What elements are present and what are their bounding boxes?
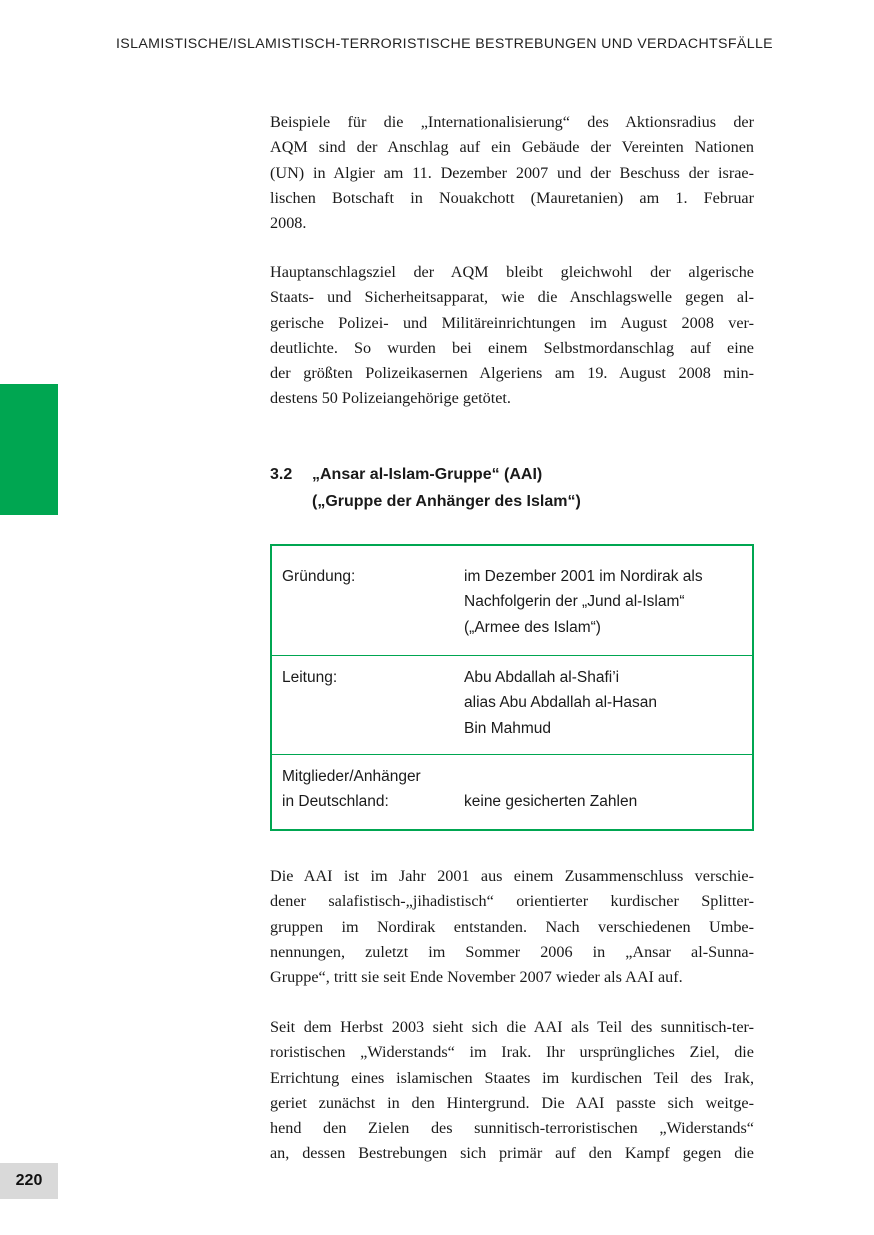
text-line: Gruppe“, tritt sie seit Ende November 2007 wieder als AAI auf.: [270, 968, 683, 987]
text-line: Errichtung eines islamischen Staates im kurdischen Teil des Irak,: [270, 1068, 754, 1087]
text-line: destens 50 Polizeiangehörige getötet.: [270, 389, 511, 408]
fact-value-members: keine gesicherten Zahlen: [464, 793, 638, 810]
fact-box: [270, 544, 754, 831]
text-line: Seit dem Herbst 2003 sieht sich die AAI als Teil des sunnitisch-ter-: [270, 1018, 754, 1036]
text-line: gruppen im Nordirak entstanden. Nach verschiedenen Umbe-: [270, 917, 754, 936]
text-line: roristischen „Widerstands“ im Irak. Ihr ursprüngliches Ziel, die: [270, 1043, 754, 1062]
page-number: 220: [15, 1172, 43, 1189]
fact-value-founding: [464, 564, 703, 640]
text-line: Staats- und Sicherheitsapparat, wie die Anschlagswelle gegen al-: [270, 288, 754, 307]
section-title: „Ansar al-Islam-Gruppe“ (AAI): [312, 466, 543, 483]
text-line: Die AAI ist im Jahr 2001 aus einem Zusammenschluss verschie-: [270, 867, 754, 885]
paragraph-3: [270, 864, 754, 990]
text-line: dener salafistisch-„jihadistisch“ orientierter kurdischer Splitter-: [270, 892, 754, 911]
paragraph-1: [270, 110, 754, 236]
fact-value-line: im Dezember 2001 im Nordirak als: [464, 568, 703, 585]
fact-label-founding: Gründung:: [282, 568, 356, 585]
fact-label-leadership: Leitung:: [282, 669, 338, 686]
fact-value-line: Bin Mahmud: [464, 719, 552, 737]
fact-value-line: Abu Abdallah al-Shafi’i: [464, 669, 620, 686]
text-line: geriet zunächst in den Hintergrund. Die AAI passte sich weitge-: [270, 1093, 754, 1112]
fact-value-leadership: [464, 665, 657, 741]
section-subtitle: („Gruppe der Anhänger des Islam“): [312, 493, 581, 510]
text-line: Hauptanschlagsziel der AQM bleibt gleichwohl der algerische: [270, 263, 754, 281]
text-line: Beispiele für die „Internationalisierung“ des Aktionsradius der: [270, 113, 754, 131]
text-line: (UN) in Algier am 11. Dezember 2007 und der Beschuss der israe-: [270, 163, 754, 182]
text-line: an, dessen Bestrebungen sich primär auf den Kampf gegen die: [270, 1144, 754, 1163]
fact-label-line: Mitglieder/Anhänger: [282, 768, 421, 785]
text-line: deutlichte. So wurden bei einem Selbstmordanschlag auf eine: [270, 338, 754, 357]
fact-label-members: [282, 764, 421, 815]
paragraph-2: [270, 260, 754, 412]
text-line: hend den Zielen des sunnitisch-terroristischen „Widerstands“: [270, 1119, 754, 1138]
text-line: lischen Botschaft in Nouakchott (Mauretanien) am 1. Februar: [270, 188, 754, 207]
fact-row-founding: [272, 546, 752, 655]
section-number: 3.2: [270, 466, 293, 483]
chapter-tab-marker: [0, 384, 58, 515]
fact-row-members: [272, 754, 752, 830]
running-header: ISLAMISTISCHE/ISLAMISTISCH-TERRORISTISCHE BESTREBUNGEN UND VERDACHTSFÄLLE: [116, 36, 773, 52]
text-line: der größten Polizeikasernen Algeriens am 19. August 2008 min-: [270, 364, 754, 383]
fact-value-line: („Armee des Islam“): [464, 618, 601, 636]
text-line: gerische Polizei- und Militäreinrichtungen im August 2008 ver-: [270, 313, 754, 332]
fact-value-line: Nachfolgerin der „Jund al-Islam“: [464, 593, 685, 611]
text-line: nennungen, zuletzt im Sommer 2006 in „Ansar al-Sunna-: [270, 942, 754, 961]
text-line: 2008.: [270, 214, 307, 233]
paragraph-4: [270, 1015, 754, 1167]
fact-label-line: in Deutschland:: [282, 793, 389, 811]
text-line: AQM sind der Anschlag auf ein Gebäude der Vereinten Nationen: [270, 138, 754, 157]
fact-row-leadership: [272, 655, 752, 755]
fact-value-line: alias Abu Abdallah al-Hasan: [464, 694, 658, 712]
